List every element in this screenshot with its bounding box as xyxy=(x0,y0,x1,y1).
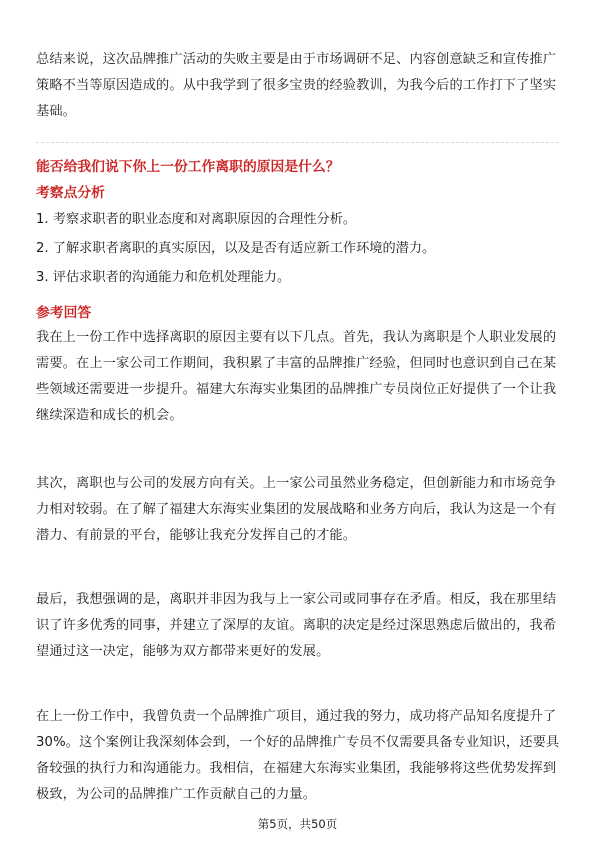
analysis-heading: 考察点分析 xyxy=(36,185,105,201)
answer-paragraph-2: 其次，离职也与公司的发展方向有关。上一家公司虽然业务稳定，但创新能力和市场竞争力相对较弱。在了解了福建大东海实业集团的发展战略和业务方向后，我认为这是一个有潜力、有前景的平台，能够让我充分发挥自己的才能。 xyxy=(36,476,557,543)
analysis-item-2: 2. 了解求职者离职的真实原因，以及是否有适应新工作环境的潜力。 xyxy=(36,241,436,256)
answer-paragraph-3: 最后，我想强调的是，离职并非因为我与上一家公司或同事存在矛盾。相反，我在那里结识了许多优秀的同事，并建立了深厚的友谊。离职的决定是经过深思熟虑后做出的，我希望通过这一决定，能够为双方都带来更好的发展。 xyxy=(36,592,557,659)
interview-question: 能否给我们说下你上一份工作离职的原因是什么？ xyxy=(36,159,340,175)
answer-paragraph-1: 我在上一份工作中选择离职的原因主要有以下几点。首先，我认为离职是个人职业发展的需要。在上一家公司工作期间，我积累了丰富的品牌推广经验，但同时也意识到自己在某些领域还需要进一步提升。福建大东海实业集团的品牌推广专员岗位正好提供了一个让我继续深造和成长的机会。 xyxy=(36,330,557,423)
answer-heading: 参考回答 xyxy=(36,305,92,321)
answer-paragraph-4: 在上一份工作中，我曾负责一个品牌推广项目，通过我的努力，成功将产品知名度提升了30%。这个案例让我深刻体会到，一个好的品牌推广专员不仅需要具备专业知识，还要具备较强的执行力和沟通能力。我相信，在福建大东海实业集团，我能够将这些优势发挥到极致，为公司的品牌推广工作贡献自己的力量。 xyxy=(36,709,560,802)
analysis-item-1: 1. 考察求职者的职业态度和对离职原因的合理性分析。 xyxy=(36,212,357,227)
intro-paragraph: 总结来说，这次品牌推广活动的失败主要是由于市场调研不足、内容创意缺乏和宣传推广策略不当等原因造成的。从中我学到了很多宝贵的经验教训，为我今后的工作打下了坚实基础。 xyxy=(36,52,557,119)
section-divider xyxy=(36,142,559,143)
analysis-item-3: 3. 评估求职者的沟通能力和危机处理能力。 xyxy=(36,270,291,285)
page-number: 第5页，共50页 xyxy=(257,817,338,831)
